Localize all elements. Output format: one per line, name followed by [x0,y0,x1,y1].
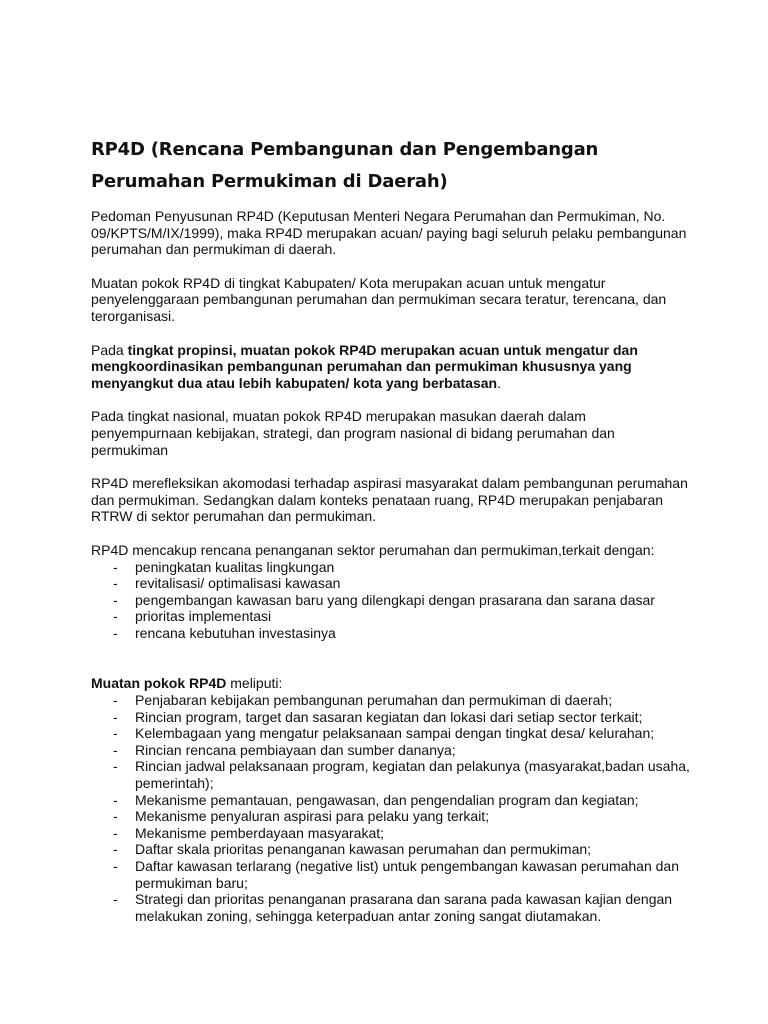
paragraph-nasional: Pada tingkat nasional, muatan pokok RP4D merupakan masukan daerah dalam penyempurnaan kebijakan, strategi, dan program nasional di bidang perumahan dan permukiman [91,408,615,458]
list-item: - Rincian jadwal pelaksanaan program, kegiatan dan pelakunya (masyarakat,badan usaha, pemerintah); [113,758,691,791]
list-item: - prioritas implementasi [113,608,691,625]
list-item: - Kelembagaan yang mengatur pelaksanaan sampai dengan tingkat desa/ kelurahan; [113,725,691,742]
list-item: - peningkatan kualitas lingkungan [113,559,691,576]
paragraph-propinsi [91,342,691,392]
list-rencana-penanganan [91,559,691,642]
list-item: - Daftar kawasan terlarang (negative list) untuk pengembangan kawasan perumahan dan permukiman baru; [113,858,691,891]
list-item: - Rincian rencana pembiayaan dan sumber dananya; [113,742,691,759]
list-item: - rencana kebutuhan investasinya [113,625,691,642]
paragraph-pedoman: Pedoman Penyusunan RP4D (Keputusan Menteri Negara Perumahan dan Permukiman, No. 09/KPTS/M/IX/1999), maka RP4D merupakan acuan/ paying bagi seluruh pelaku pembangunan perumahan dan permukiman di daerah. [91,208,687,258]
paragraph-propinsi-lead: Pada [91,341,128,358]
list-item: - Rincian program, target dan sasaran kegiatan dan lokasi dari setiap sector terkait; [113,709,691,726]
paragraph-propinsi-tail: . [497,374,501,391]
paragraph-propinsi-bold: tingkat propinsi, muatan pokok RP4D merupakan acuan untuk mengatur dan mengkoordinasikan pembangunan perumahan dan permukiman khususnya yang menyangkut dua atau lebih kabupaten/ kota yang berbatasan [91,341,638,391]
list-item: - Strategi dan prioritas penanganan prasarana dan sarana pada kawasan kajian dengan melakukan zoning, sehingga keterpaduan antar zoning sangat diutamakan. [113,891,691,924]
document-title: RP4D (Rencana Pembangunan dan Pengembangan Perumahan Permukiman di Daerah) [91,139,599,192]
list-item: - Penjabaran kebijakan pembangunan perumahan dan permukiman di daerah; [113,692,691,709]
list-muatan-pokok [91,692,691,924]
list-item: - revitalisasi/ optimalisasi kawasan [113,575,691,592]
paragraph-aspirasi: RP4D merefleksikan akomodasi terhadap aspirasi masyarakat dalam pembangunan perumahan dan permukiman. Sedangkan dalam konteks penataan ruang, RP4D merupakan penjabaran RTRW di sektor perumahan dan permukiman. [91,475,688,525]
muatan-pokok-bold: Muatan pokok RP4D [91,675,227,692]
paragraph-muatan-pokok [91,675,691,692]
paragraph-mencakup: RP4D mencakup rencana penanganan sektor perumahan dan permukiman,terkait dengan: [91,541,655,558]
paragraph-kabupaten: Muatan pokok RP4D di tingkat Kabupaten/ Kota merupakan acuan untuk mengatur penyelenggaraan pembangunan perumahan dan permukiman secara teratur, terencana, dan terorganisasi. [91,274,667,324]
list-item: - Mekanisme pemantauan, pengawasan, dan pengendalian program dan kegiatan; [113,792,691,809]
document-body [91,134,691,924]
list-item: - pengembangan kawasan baru yang dilengkapi dengan prasarana dan sarana dasar [113,592,691,609]
list-item: - Mekanisme pemberdayaan masyarakat; [113,825,691,842]
list-item: - Mekanisme penyaluran aspirasi para pelaku yang terkait; [113,808,691,825]
muatan-pokok-tail: meliputi: [226,675,283,692]
list-item: - Daftar skala prioritas penanganan kawasan perumahan dan permukiman; [113,841,691,858]
